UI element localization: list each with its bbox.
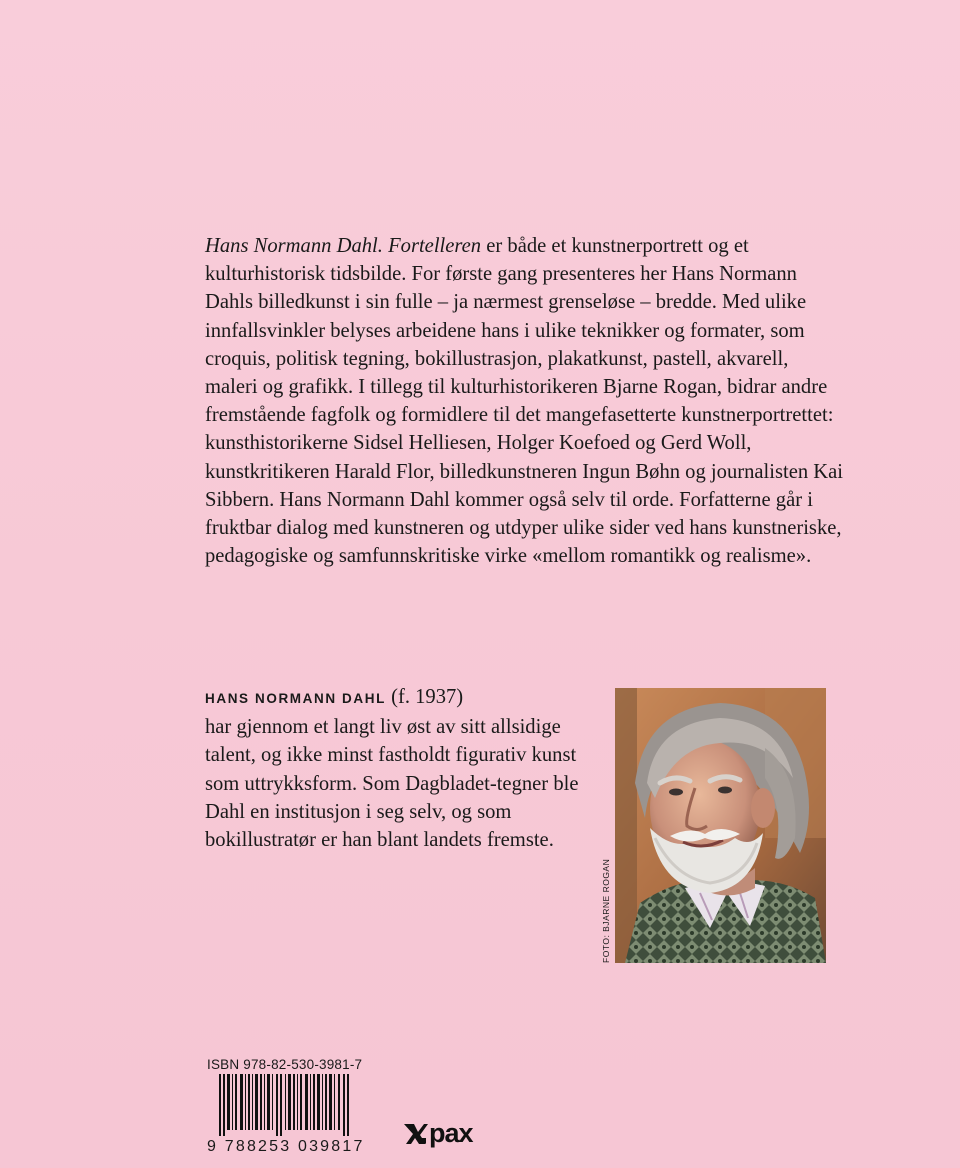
author-bio (205, 683, 600, 854)
author-years: (f. 1937) (385, 686, 464, 708)
barcode-digits: 9 788253 039817 (207, 1138, 365, 1155)
publisher-logo-mark-icon (404, 1120, 428, 1146)
isbn-number: ISBN 978-82-530-3981-7 (207, 1057, 363, 1072)
blurb-text: er både et kunstnerportrett og et kulturhistorisk tidsbilde. For første gang presenteres her Hans Normann Dahls billedkunst i sin fulle – ja nærmest grenseløse – bredde. Med ulike innfallsvinkler belyses arbeidene hans i ulike teknikker og formater, som croquis, politisk tegning, bokillustrasjon, plakatkunst, pastell, akvarell, maleri og grafikk. I tillegg til kulturhistorikeren Bjarne Rogan, bidrar andre fremstående fagfolk og formidlere til det mangefasetterte kunstnerportrettet: kunsthistorikerne Sidsel Helliesen, Holger Koefoed og Gerd Woll, kunstkritikeren Harald Flor, billedkunstneren Ingun Bøhn og journalisten Kai Sibbern. Hans Normann Dahl kommer også selv til orde. Forfatterne går i fruktbar dialog med kunstneren og utdyper ulike sider ved hans kunstneriske, pedagogiske og samfunnskritiske virke «mellom romantikk og realisme». (205, 235, 844, 568)
barcode-bars (207, 1074, 362, 1136)
author-bio-text: har gjennom et langt liv øst av sitt allsidige talent, og ikke minst fastholdt figurativ kunst som uttrykksform. Som Dagbladet-tegner ble Dahl en institusjon i seg selv, og som bokillustratør er han blant landets fremste. (205, 716, 579, 852)
photo-credit: FOTO: BJARNE ROGAN (601, 858, 611, 963)
author-portrait-image (615, 688, 826, 963)
publisher-logo (404, 1116, 473, 1150)
author-photo (615, 688, 826, 963)
blurb-paragraph (205, 232, 845, 570)
author-name: HANS NORMANN DAHL (205, 691, 386, 706)
book-title-italic: Hans Normann Dahl. Fortelleren (205, 235, 482, 257)
publisher-name: pax (429, 1117, 473, 1148)
